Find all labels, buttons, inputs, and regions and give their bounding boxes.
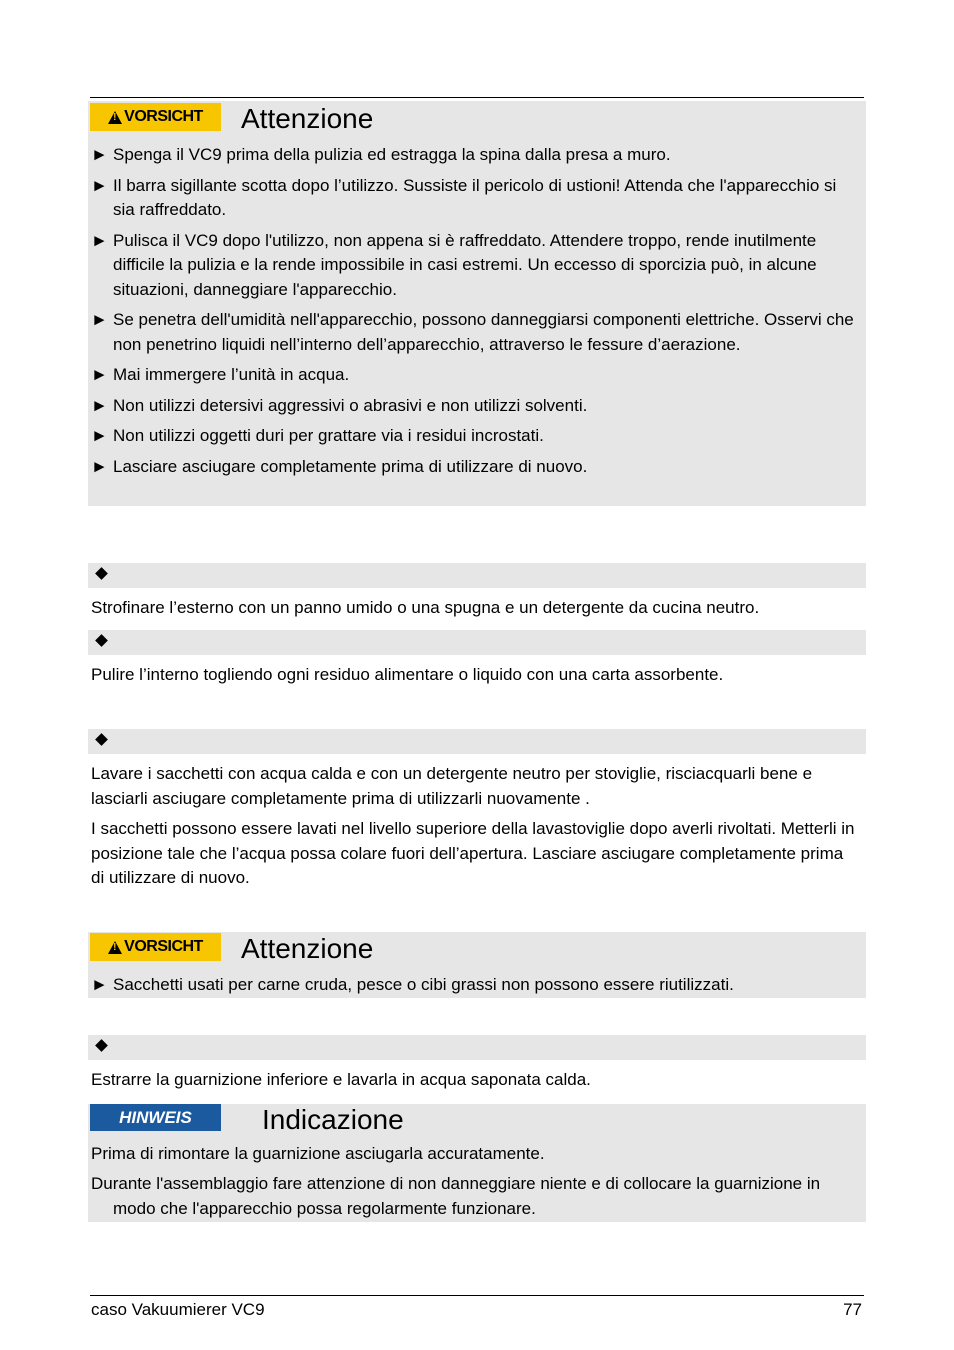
vorsicht-badge: ! VORSICHT <box>90 933 221 961</box>
page-number: 77 <box>843 1300 862 1319</box>
warning-list-2 <box>91 973 861 1004</box>
section-text: Estrarre la guarnizione inferiore e lavarla in acqua saponata calda. <box>91 1070 591 1089</box>
arrow-icon: ► <box>91 365 108 384</box>
vorsicht-badge: ! VORSICHT <box>90 103 221 131</box>
section-text: I sacchetti possono essere lavati nel livello superiore della lavastoviglie dopo averli rivoltati. Metterli in posizione tale che l’acqua possa colare fuori dell’apertura. Lasciare asciugare completamente prima di utilizzare di nuovo. <box>91 819 855 887</box>
hinweis-badge: HINWEIS <box>90 1104 221 1131</box>
note-title: Indicazione <box>262 1104 404 1135</box>
section-text: Lavare i sacchetti con acqua calda e con un detergente neutro per stoviglie, risciacquarli bene e lasciarli asciugare completamente prima di utilizzarli nuovamente . <box>91 764 813 808</box>
note-text: Durante l'assemblaggio fare attenzione di non danneggiare niente e di collocare la guarnizione in modo che l'apparecchio possa regolarmente funzionare. <box>91 1174 821 1218</box>
list-item: ► Se penetra dell'umidità nell'apparecchio, possono danneggiarsi componenti elettriche. Osservi che non penetrino liquidi nell’interno dell’apparecchio, attraverso le fessure d’aerazione. <box>91 310 854 354</box>
arrow-icon: ► <box>91 975 108 994</box>
diamond-icon <box>95 733 108 746</box>
list-item: ► Sacchetti usati per carne cruda, pesce o cibi grassi non possono essere riutilizzati. <box>91 973 861 998</box>
arrow-icon: ► <box>91 426 108 445</box>
diamond-icon <box>95 567 108 580</box>
list-item: ► Lasciare asciugare completamente prima di utilizzare di nuovo. <box>91 455 861 480</box>
arrow-icon: ► <box>91 230 108 250</box>
list-item: ► Pulisca il VC9 dopo l'utilizzo, non appena si è raffreddato. Attendere troppo, rende inutilmente difficile la pulizia e la rende impossibile in casi estremi. Un eccesso di sporcizia può, in alcune situazioni, danneggiare l'apparecchio. <box>91 230 817 299</box>
warning-icon <box>108 111 122 124</box>
note-text: Prima di rimontare la guarnizione asciugarla accuratamente. <box>91 1144 545 1163</box>
warning-icon <box>108 941 122 954</box>
warning-title: Attenzione <box>241 103 374 134</box>
diamond-icon <box>95 1039 108 1052</box>
footer-title: caso Vakuumierer VC9 <box>91 1300 265 1319</box>
list-item: ► Non utilizzi oggetti duri per grattare via i residui incrostati. <box>91 424 861 449</box>
section-text: Strofinare l’esterno con un panno umido o una spugna e un detergente da cucina neutro. <box>91 598 760 617</box>
arrow-icon: ► <box>91 310 108 329</box>
header-rule <box>90 97 864 98</box>
list-item: ► Mai immergere l’unità in acqua. <box>91 363 861 388</box>
warning-list-1 <box>91 143 861 485</box>
warning-title: Attenzione <box>241 933 374 964</box>
list-item: ► Il barra sigillante scotta dopo l’utilizzo. Sussiste il pericolo di ustioni! Attenda che l'apparecchio si sia raffreddato. <box>91 175 837 219</box>
section-header-bar <box>88 630 866 655</box>
section-text: Pulire l’interno togliendo ogni residuo alimentare o liquido con una carta assorbente. <box>91 665 724 684</box>
arrow-icon: ► <box>91 456 108 476</box>
section-header-bar <box>88 729 866 754</box>
arrow-icon: ► <box>91 145 108 164</box>
section-header-bar <box>88 1035 866 1060</box>
arrow-icon: ► <box>91 395 108 415</box>
diamond-icon <box>95 634 108 647</box>
section-header-bar <box>88 563 866 588</box>
footer-rule <box>90 1295 864 1296</box>
list-item: ► Spenga il VC9 prima della pulizia ed estragga la spina dalla presa a muro. <box>91 143 861 168</box>
list-item: ► Non utilizzi detersivi aggressivi o abrasivi e non utilizzi solventi. <box>91 394 861 419</box>
arrow-icon: ► <box>91 175 108 195</box>
